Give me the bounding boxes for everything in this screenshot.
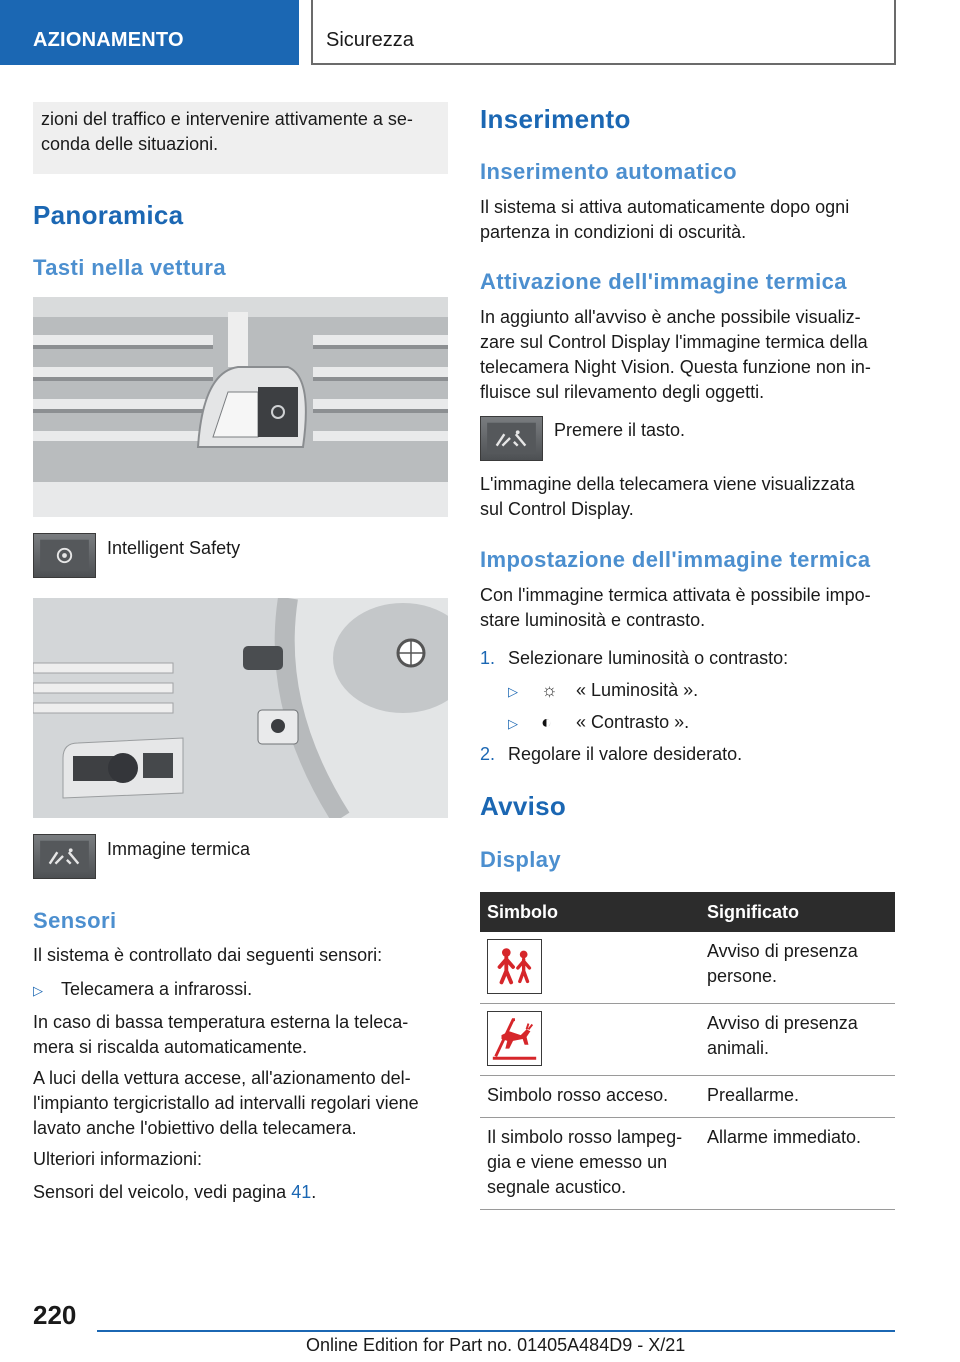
cross-reference [33, 1180, 316, 1205]
chapter-title: Sicurezza [326, 29, 414, 51]
step-number: 1. [480, 648, 496, 668]
symbol-cell: Simbolo rosso acceso. [480, 1076, 700, 1118]
text-line: zare sul Control Display l'immagine termica della [480, 332, 868, 352]
heading-display: Display [480, 847, 562, 872]
symbol-cell [480, 932, 700, 1004]
settings-paragraph [480, 583, 871, 633]
text-line: l'impianto tergicristallo ad intervalli regolari viene [33, 1093, 419, 1113]
option-text: « Contrasto ». [576, 712, 690, 732]
press-key-text: Premere il tasto. [554, 420, 686, 440]
step-text: Selezionare luminosità o contrasto: [508, 648, 789, 668]
more-info-label: Ulteriori informazioni: [33, 1149, 203, 1169]
brightness-icon: ☼ [541, 680, 558, 700]
activation-paragraph [480, 305, 871, 405]
text-line: telecamera Night Vision. Questa funzione non in- [480, 357, 871, 377]
text-line: In caso di bassa temperatura esterna la teleca- [33, 1012, 409, 1032]
section-tab [0, 0, 299, 65]
page-number: 220 [33, 1300, 77, 1330]
text-line: persone. [707, 966, 778, 986]
col-meaning-header: Significato [700, 892, 895, 932]
heading-buttons: Tasti nella vettura [33, 255, 227, 280]
heading-automatic: Inserimento automatico [480, 159, 737, 184]
section-title: AZIONAMENTO [33, 29, 184, 51]
text-line: segnale acustico. [487, 1177, 627, 1197]
step-text: Regolare il valore desiderato. [508, 744, 743, 764]
table-header-row [480, 892, 895, 932]
sensor-item-text: Telecamera a infrarossi. [61, 979, 253, 999]
text-line: Il simbolo rosso lampeg- [487, 1127, 683, 1147]
sensor-list-item [33, 977, 252, 1003]
text-line: L'immagine della telecamera viene visualizzata [480, 474, 855, 494]
intro-box [33, 102, 448, 174]
heading-overview: Panoramica [33, 200, 184, 230]
text-line: In aggiunto all'avviso è anche possibile visualiz- [480, 307, 861, 327]
ref-text: Sensori del veicolo, vedi pagina [33, 1182, 287, 1202]
text-line: stare luminosità e contrasto. [480, 610, 706, 630]
footer-divider [97, 1330, 895, 1332]
text-line: mera si riscalda automaticamente. [33, 1037, 308, 1057]
table-row [480, 932, 895, 1004]
text-line: Avviso di presenza [707, 1013, 858, 1033]
text-line: fluisce sul rilevamento degli oggetti. [480, 382, 765, 402]
thermal-image-button-icon [33, 834, 96, 879]
option-text: « Luminosità ». [576, 680, 699, 700]
animal-warning-icon [487, 1011, 542, 1066]
col-symbol-header: Simbolo [480, 892, 700, 932]
step-2 [480, 742, 742, 767]
heading-thermal-settings: Impostazione dell'immagine termica [480, 547, 871, 572]
table-row [480, 1118, 895, 1210]
text-line: Con l'immagine termica attivata è possibile impo- [480, 585, 871, 605]
symbol-cell [480, 1118, 700, 1210]
chapter-tab [311, 0, 896, 65]
bullet-triangle-icon: ▷ [508, 716, 518, 731]
step-number: 2. [480, 744, 496, 764]
steering-column-photo [33, 598, 448, 818]
text-line: partenza in condizioni di oscurità. [480, 222, 747, 242]
thermal-image-button-icon [480, 416, 543, 461]
text-line: Avviso di presenza [707, 941, 858, 961]
pedestrians-warning-icon [487, 939, 542, 994]
auto-paragraph [480, 195, 849, 245]
option-contrast [508, 710, 689, 736]
table-row [480, 1004, 895, 1076]
bullet-triangle-icon: ▷ [508, 684, 518, 699]
meaning-cell: Allarme immediato. [700, 1118, 895, 1210]
contrast-icon: ◐ [541, 712, 552, 732]
meaning-cell: Preallarme. [700, 1076, 895, 1118]
text-line: lavato anche l'obiettivo della telecamera. [33, 1118, 357, 1138]
meaning-cell [700, 1004, 895, 1076]
step-1 [480, 646, 788, 671]
intelligent-safety-label: Intelligent Safety [107, 538, 241, 558]
symbol-table [480, 892, 895, 1210]
intelligent-safety-button-icon [33, 533, 96, 578]
table-row [480, 1076, 895, 1118]
intro-line: zioni del traffico e intervenire attivamente a se- [41, 109, 413, 129]
edition-note: Online Edition for Part no. 01405A484D9 - X/21 [306, 1335, 686, 1355]
cold-paragraph [33, 1010, 408, 1060]
thermal-image-label: Immagine termica [107, 839, 251, 859]
bullet-triangle-icon: ▷ [33, 983, 43, 998]
intro-line: conda delle situazioni. [41, 134, 219, 154]
sensors-text: Il sistema è controllato dai seguenti sensori: [33, 945, 383, 965]
text-line: Il sistema si attiva automaticamente dopo ogni [480, 197, 850, 217]
meaning-cell [700, 932, 895, 1004]
heading-activation: Inserimento [480, 104, 631, 134]
page-link[interactable]: 41 [291, 1182, 312, 1202]
vent-button-photo [33, 297, 448, 517]
text-line: animali. [707, 1038, 770, 1058]
heading-thermal-activation: Attivazione dell'immagine termica [480, 269, 847, 294]
text-line: A luci della vettura accese, all'azionamento del- [33, 1068, 411, 1088]
heading-warning: Avviso [480, 791, 567, 821]
text-line: gia e viene emesso un [487, 1152, 668, 1172]
heading-sensors: Sensori [33, 908, 117, 933]
wash-paragraph [33, 1066, 419, 1141]
option-brightness [508, 678, 698, 704]
symbol-cell [480, 1004, 700, 1076]
ref-end: . [311, 1182, 317, 1202]
image-shown-paragraph [480, 472, 855, 522]
text-line: sul Control Display. [480, 499, 634, 519]
